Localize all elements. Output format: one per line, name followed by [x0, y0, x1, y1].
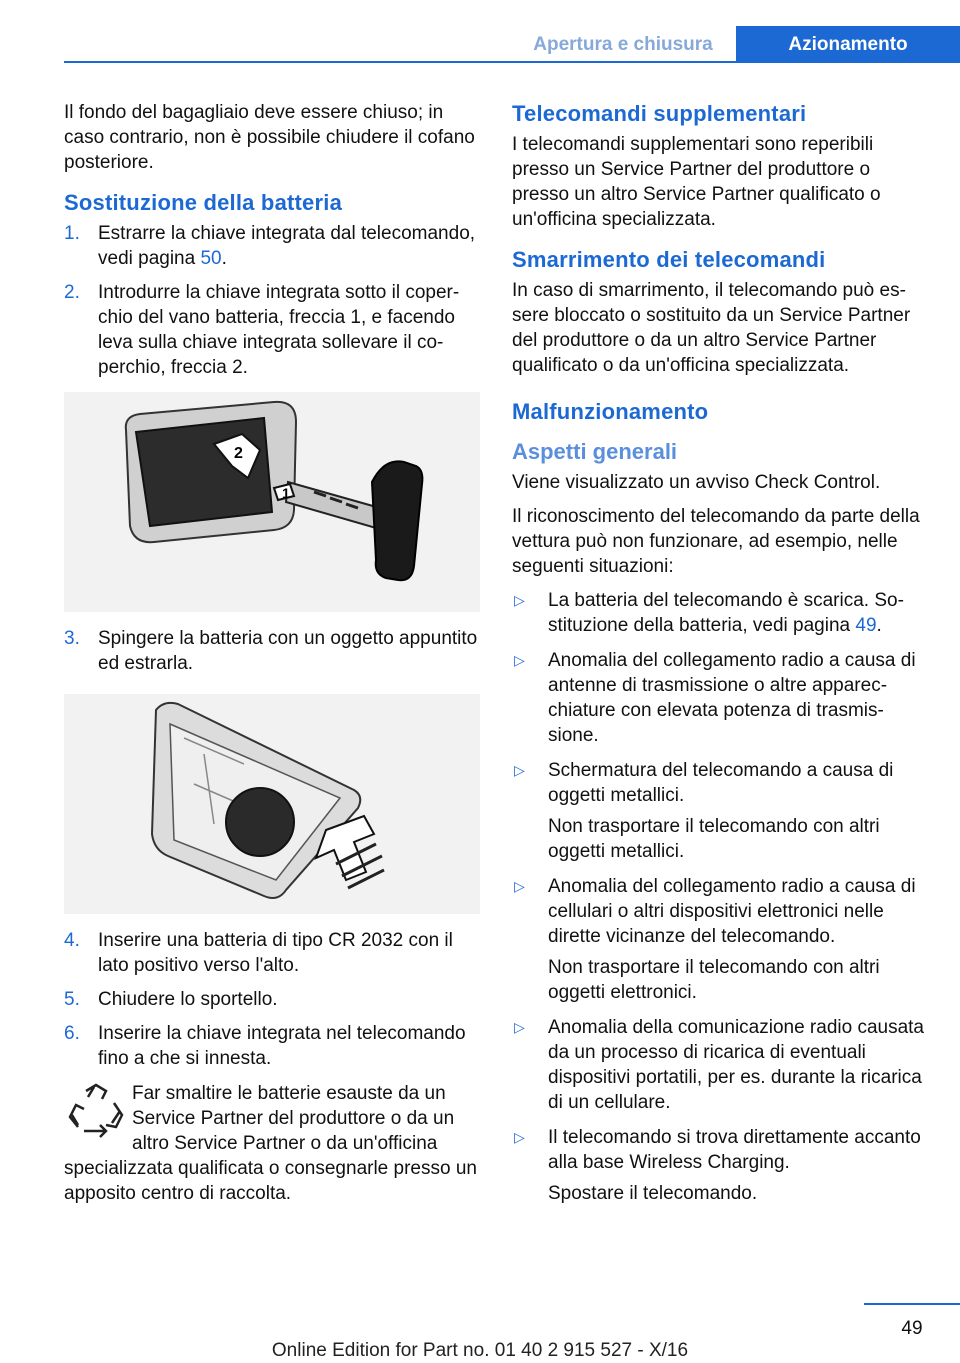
step-6 — [64, 1021, 480, 1071]
bullet-text: Il telecomando si trova direttamente accanto alla base Wireless Charging. — [548, 1127, 921, 1173]
general-text-1: Viene visualizzato un avviso Check Control. — [512, 472, 881, 493]
lost-remotes-heading: Smarrimento dei telecomandi — [512, 247, 826, 272]
bullet-text: Anomalia del collegamento radio a causa di antenne di trasmissione o altre apparecchiature con elevata potenza di trasmissione. — [548, 650, 916, 746]
header-section-tab[interactable]: Apertura e chiusura — [533, 33, 713, 55]
bullet-marker: ▷ — [514, 762, 525, 778]
extra-remotes-text: I telecomandi supplementari sono reperibili presso un Service Partner del produttore o presso un altro Service Partner qualificato o un'officina specializzata. — [512, 134, 881, 230]
recycle-note-text: Far smaltire le batterie esauste da un Service Partner del produttore o da un altro Service Partner o da un'officina specializzata qualificata o consegnarle presso un apposito centro di raccolta. — [64, 1083, 477, 1204]
edition-footer: Online Edition for Part no. 01 40 2 915 527 - X/16 — [271, 1340, 689, 1361]
bullet-text: Anomalia della comunicazione radio causata da un processo di ricarica di eventuali dispositivi portatili, per es. durante la ricarica di un cellulare. — [548, 1017, 925, 1113]
bullet-item — [512, 1015, 928, 1115]
step-text: Inserire la chiave integrata nel telecomando fino a che si innesta. — [98, 1023, 466, 1069]
step-2 — [64, 280, 480, 380]
step-number: 3. — [64, 628, 80, 649]
step-text: Estrarre la chiave integrata dal telecomando, vedi pagina 50. — [98, 223, 476, 269]
bullet-note: Non trasportare il telecomando con altri oggetti metallici. — [548, 816, 880, 862]
step-number: 2. — [64, 282, 80, 303]
bullet-item — [512, 1125, 928, 1206]
bullet-body — [548, 874, 928, 1005]
bullet-text: Anomalia del collegamento radio a causa di cellulari o altri dispositivi elettronici nelle dirette vicinanze del telecomando. — [548, 876, 916, 947]
bullet-text: La batteria del telecomando è scarica. Sostituzione della batteria, vedi pagina 49. — [548, 590, 904, 636]
extra-remotes-heading: Telecomandi supplementari — [512, 101, 807, 126]
bullet-item — [512, 874, 928, 1005]
arrow-label-2: 2 — [234, 445, 243, 462]
step-number: 4. — [64, 930, 80, 951]
step-number: 1. — [64, 223, 80, 244]
general-text-2: Il riconoscimento del telecomando da parte della vettura può non funzionare, ad esempio, nelle seguenti situazioni: — [512, 506, 920, 577]
page-link-49[interactable]: 49 — [855, 615, 877, 636]
bullet-body — [548, 758, 928, 864]
general-heading: Aspetti generali — [512, 439, 678, 464]
bullet-item — [512, 648, 928, 748]
bullet-body — [548, 1125, 928, 1206]
page-link-50[interactable]: 50 — [200, 248, 222, 269]
bullet-item — [512, 588, 928, 638]
bullet-marker: ▷ — [514, 592, 525, 608]
bullet-marker: ▷ — [514, 652, 525, 668]
step-1 — [64, 221, 480, 271]
malfunction-heading: Malfunzionamento — [512, 399, 709, 424]
step-number: 6. — [64, 1023, 80, 1044]
step-text: Spingere la batteria con un oggetto appuntito ed estrarla. — [98, 628, 478, 674]
bullet-marker: ▷ — [514, 878, 525, 894]
left-column — [64, 100, 480, 1206]
intro-paragraph: Il fondo del bagagliaio deve essere chiuso; in caso contrario, non è possibile chiudere il cofano posteriore. — [64, 102, 475, 173]
recycle-note — [64, 1081, 480, 1206]
battery-removal-illustration — [64, 694, 480, 914]
bullet-marker: ▷ — [514, 1129, 525, 1145]
lost-remotes-text: In caso di smarrimento, il telecomando può essere bloccato o sostituito da un Service Partner del produttore o da un altro Service Partner qualificato o da un'officina specializzata. — [512, 280, 911, 376]
recycle-icon — [64, 1081, 128, 1139]
bullet-note: Non trasportare il telecomando con altri oggetti elettronici. — [548, 957, 880, 1003]
key-fob-key-illustration — [64, 392, 480, 612]
page-number: 49 — [901, 1318, 923, 1339]
step-4 — [64, 928, 480, 978]
open-fob-battery-illustration — [64, 694, 480, 914]
header-chapter-tab[interactable]: Azionamento — [736, 26, 960, 62]
key-battery-cover-illustration — [64, 392, 480, 612]
bullet-text: Schermatura del telecomando a causa di oggetti metallici. — [548, 760, 894, 806]
footer-rule — [864, 1303, 960, 1305]
bullet-item — [512, 758, 928, 864]
step-5 — [64, 987, 480, 1012]
step-text: Introdurre la chiave integrata sotto il coperchio del vano batteria, freccia 1, e facendo leva sulla chiave integrata sollevare il coperchio, freccia 2. — [98, 282, 460, 378]
step-text: Chiudere lo sportello. — [98, 989, 278, 1010]
step-number: 5. — [64, 989, 80, 1010]
battery-heading: Sostituzione della batteria — [64, 190, 343, 215]
bullet-marker: ▷ — [514, 1019, 525, 1035]
right-column — [512, 100, 928, 1216]
bullet-note: Spostare il telecomando. — [548, 1183, 758, 1204]
step-text: Inserire una batteria di tipo CR 2032 con il lato positivo verso l'alto. — [98, 930, 453, 976]
step-3 — [64, 626, 480, 676]
arrow-label-1: 1 — [282, 485, 290, 501]
